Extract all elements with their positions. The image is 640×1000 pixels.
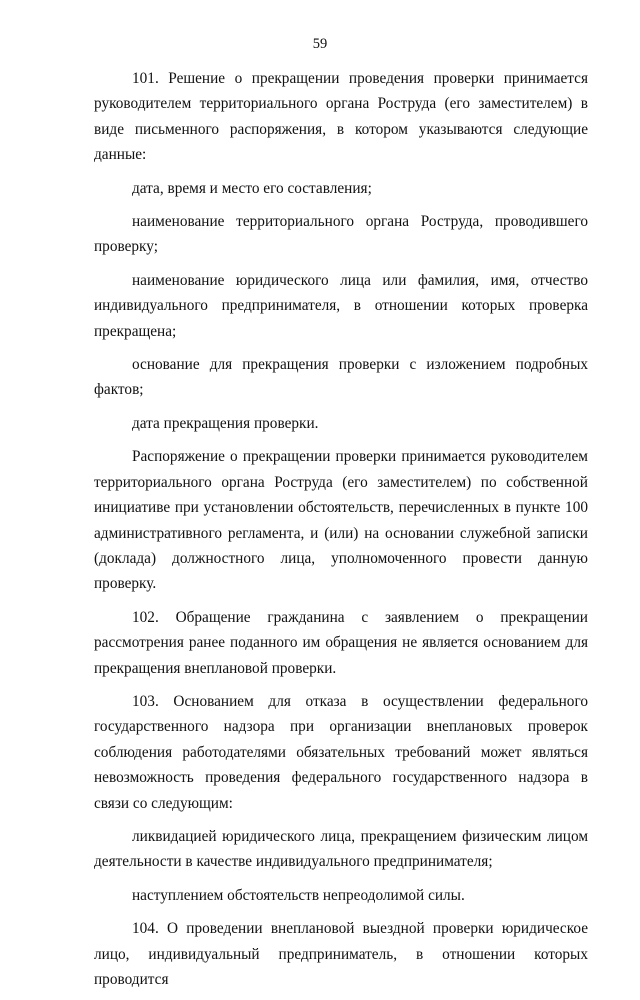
list-item-termination-date: дата прекращения проверки. (132, 414, 319, 432)
paragraph-order-initiative: Распоряжение о прекращении проверки принимается руководителем территориального органа Роструда (его заместителем) по собственной инициативе при установлении обстоятельств, перечисленных в пункте 100 административного регламента, и (или) на основании служебной записки (доклада) должностного лица, уполномоченного провести данную проверку. (94, 448, 588, 593)
list-item-legal-entity-name: наименование юридического лица или фамилия, имя, отчество индивидуального предпринимателя, в отношении которых проверка прекращена; (94, 271, 588, 340)
paragraph-101: 101. Решение о прекращении проведения проверки принимается руководителем территориального органа Роструда (его заместителем) в виде письменного распоряжения, в котором указываются следующие данные: (94, 70, 588, 164)
list-item-liquidation: ликвидацией юридического лица, прекращением физическим лицом деятельности в качестве индивидуального предпринимателя; (94, 827, 588, 871)
page-number: 59 (312, 36, 328, 52)
paragraph-104: 104. О проведении внеплановой выездной проверки юридическое лицо, индивидуальный предприниматель, в отношении которых проводится (94, 920, 588, 988)
list-item-grounds: основание для прекращения проверки с изложением подробных фактов; (94, 356, 588, 399)
paragraph-103: 103. Основанием для отказа в осуществлении федерального государственного надзора при организации внеплановых проверок соблюдения работодателями обязательных требований может являться невозможность проведения федерального государственного надзора в связи со следующим: (94, 692, 588, 812)
document-body (94, 66, 588, 1000)
list-item-territorial-body-name: наименование территориального органа Роструда, проводившего проверку; (94, 213, 588, 256)
list-item-date-time-place: дата, время и место его составления; (132, 179, 372, 197)
list-item-force-majeure: наступлением обстоятельств непреодолимой силы. (132, 886, 465, 904)
paragraph-102: 102. Обращение гражданина с заявлением о прекращении рассмотрения ранее поданного им обращения не является основанием для прекращения внеплановой проверки. (94, 608, 588, 677)
